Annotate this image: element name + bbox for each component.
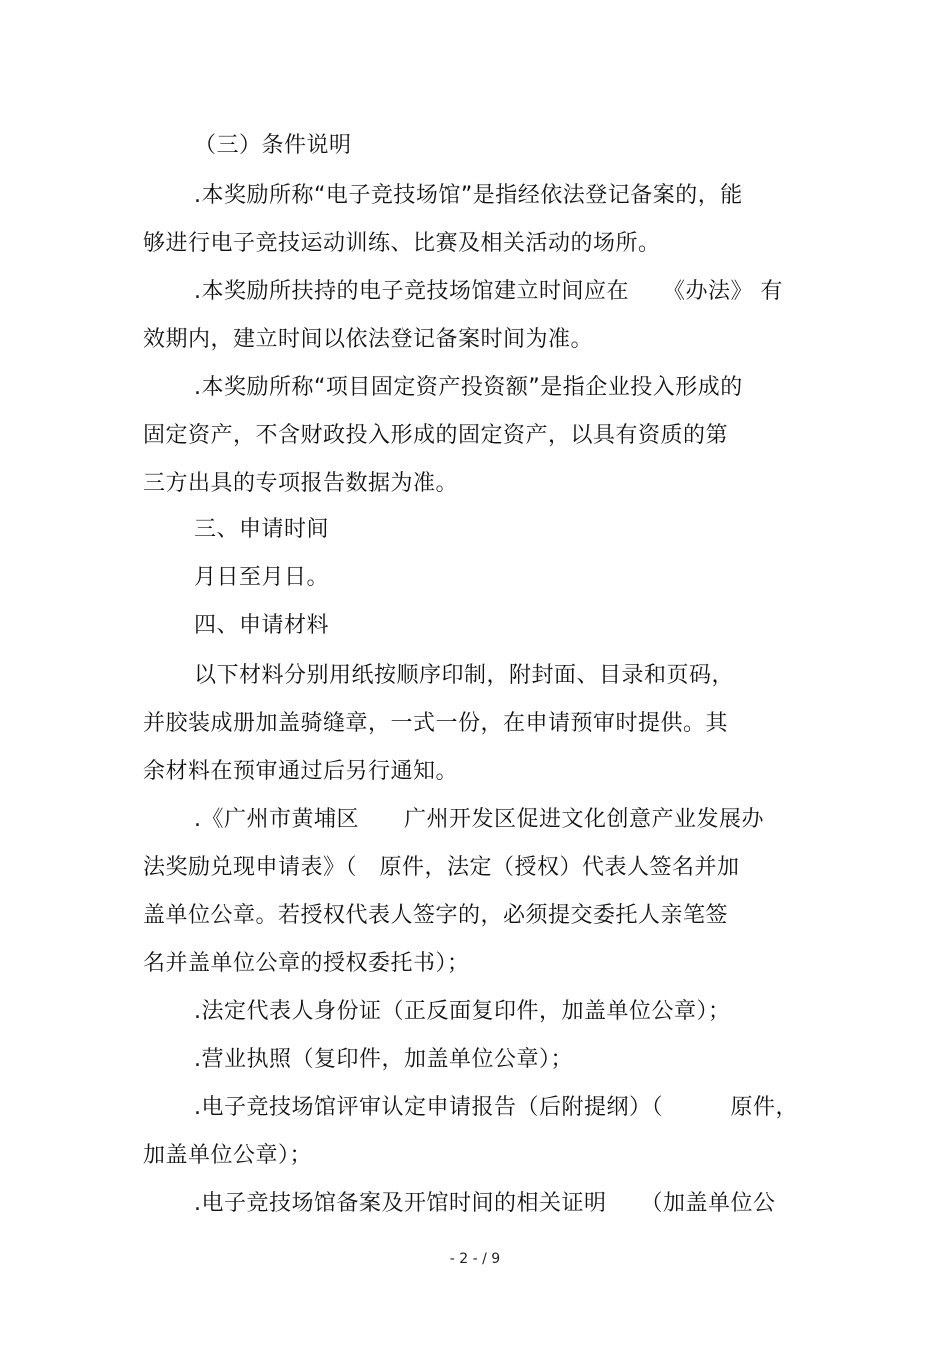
heading-application-materials: 四、申请材料 <box>194 613 330 638</box>
paragraph-line: .电子竞技场馆评审认定申请报告（后附提纲）（ 原件， <box>194 1095 798 1120</box>
paragraph-line: .营业执照（复印件，加盖单位公章）； <box>194 1047 573 1072</box>
paragraph-line: 固定资产，不含财政投入形成的固定资产，以具有资质的第 <box>143 423 729 448</box>
paragraph-line: 够进行电子竞技运动训练、比赛及相关活动的场所。 <box>143 231 661 256</box>
page-number: - 2 - / 9 <box>449 1251 501 1267</box>
paragraph-line: 三方出具的专项报告数据为准。 <box>143 471 459 496</box>
paragraph-line: 加盖单位公章）； <box>143 1143 313 1168</box>
paragraph-line: .法定代表人身份证（正反面复印件，加盖单位公章）； <box>194 999 731 1024</box>
paragraph-line: 月日至月日。 <box>194 565 330 590</box>
paragraph-line: .《广州市黄埔区 广州开发区促进文化创意产业发展办 <box>194 807 764 832</box>
paragraph-line: 名并盖单位公章的授权委托书）； <box>143 951 470 976</box>
paragraph-line: 法奖励兑现申请表》（ 原件，法定（授权）代表人签名并加 <box>143 855 740 880</box>
paragraph-line: 盖单位公章。若授权代表人签字的，必须提交委托人亲笔签 <box>143 903 729 928</box>
paragraph-line: .本奖励所称“项目固定资产投资额”是指企业投入形成的 <box>194 375 743 400</box>
paragraph-line: .本奖励所称“电子竞技场馆”是指经依法登记备案的，能 <box>194 183 743 208</box>
heading-application-time: 三、申请时间 <box>194 517 330 542</box>
paragraph-line: 并胶装成册加盖骑缝章，一式一份，在申请预审时提供。其 <box>143 711 729 736</box>
paragraph-line: 以下材料分别用纸按顺序印制，附封面、目录和页码， <box>194 663 735 688</box>
paragraph-line: .本奖励所扶持的电子竞技场馆建立时间应在 《办法》 有 <box>194 279 783 304</box>
heading-conditions: （三）条件说明 <box>194 133 352 158</box>
paragraph-line: .电子竞技场馆备案及开馆时间的相关证明 （加盖单位公 <box>194 1191 776 1216</box>
paragraph-line: 余材料在预审通过后另行通知。 <box>143 759 459 784</box>
paragraph-line: 效期内，建立时间以依法登记备案时间为准。 <box>143 327 594 352</box>
